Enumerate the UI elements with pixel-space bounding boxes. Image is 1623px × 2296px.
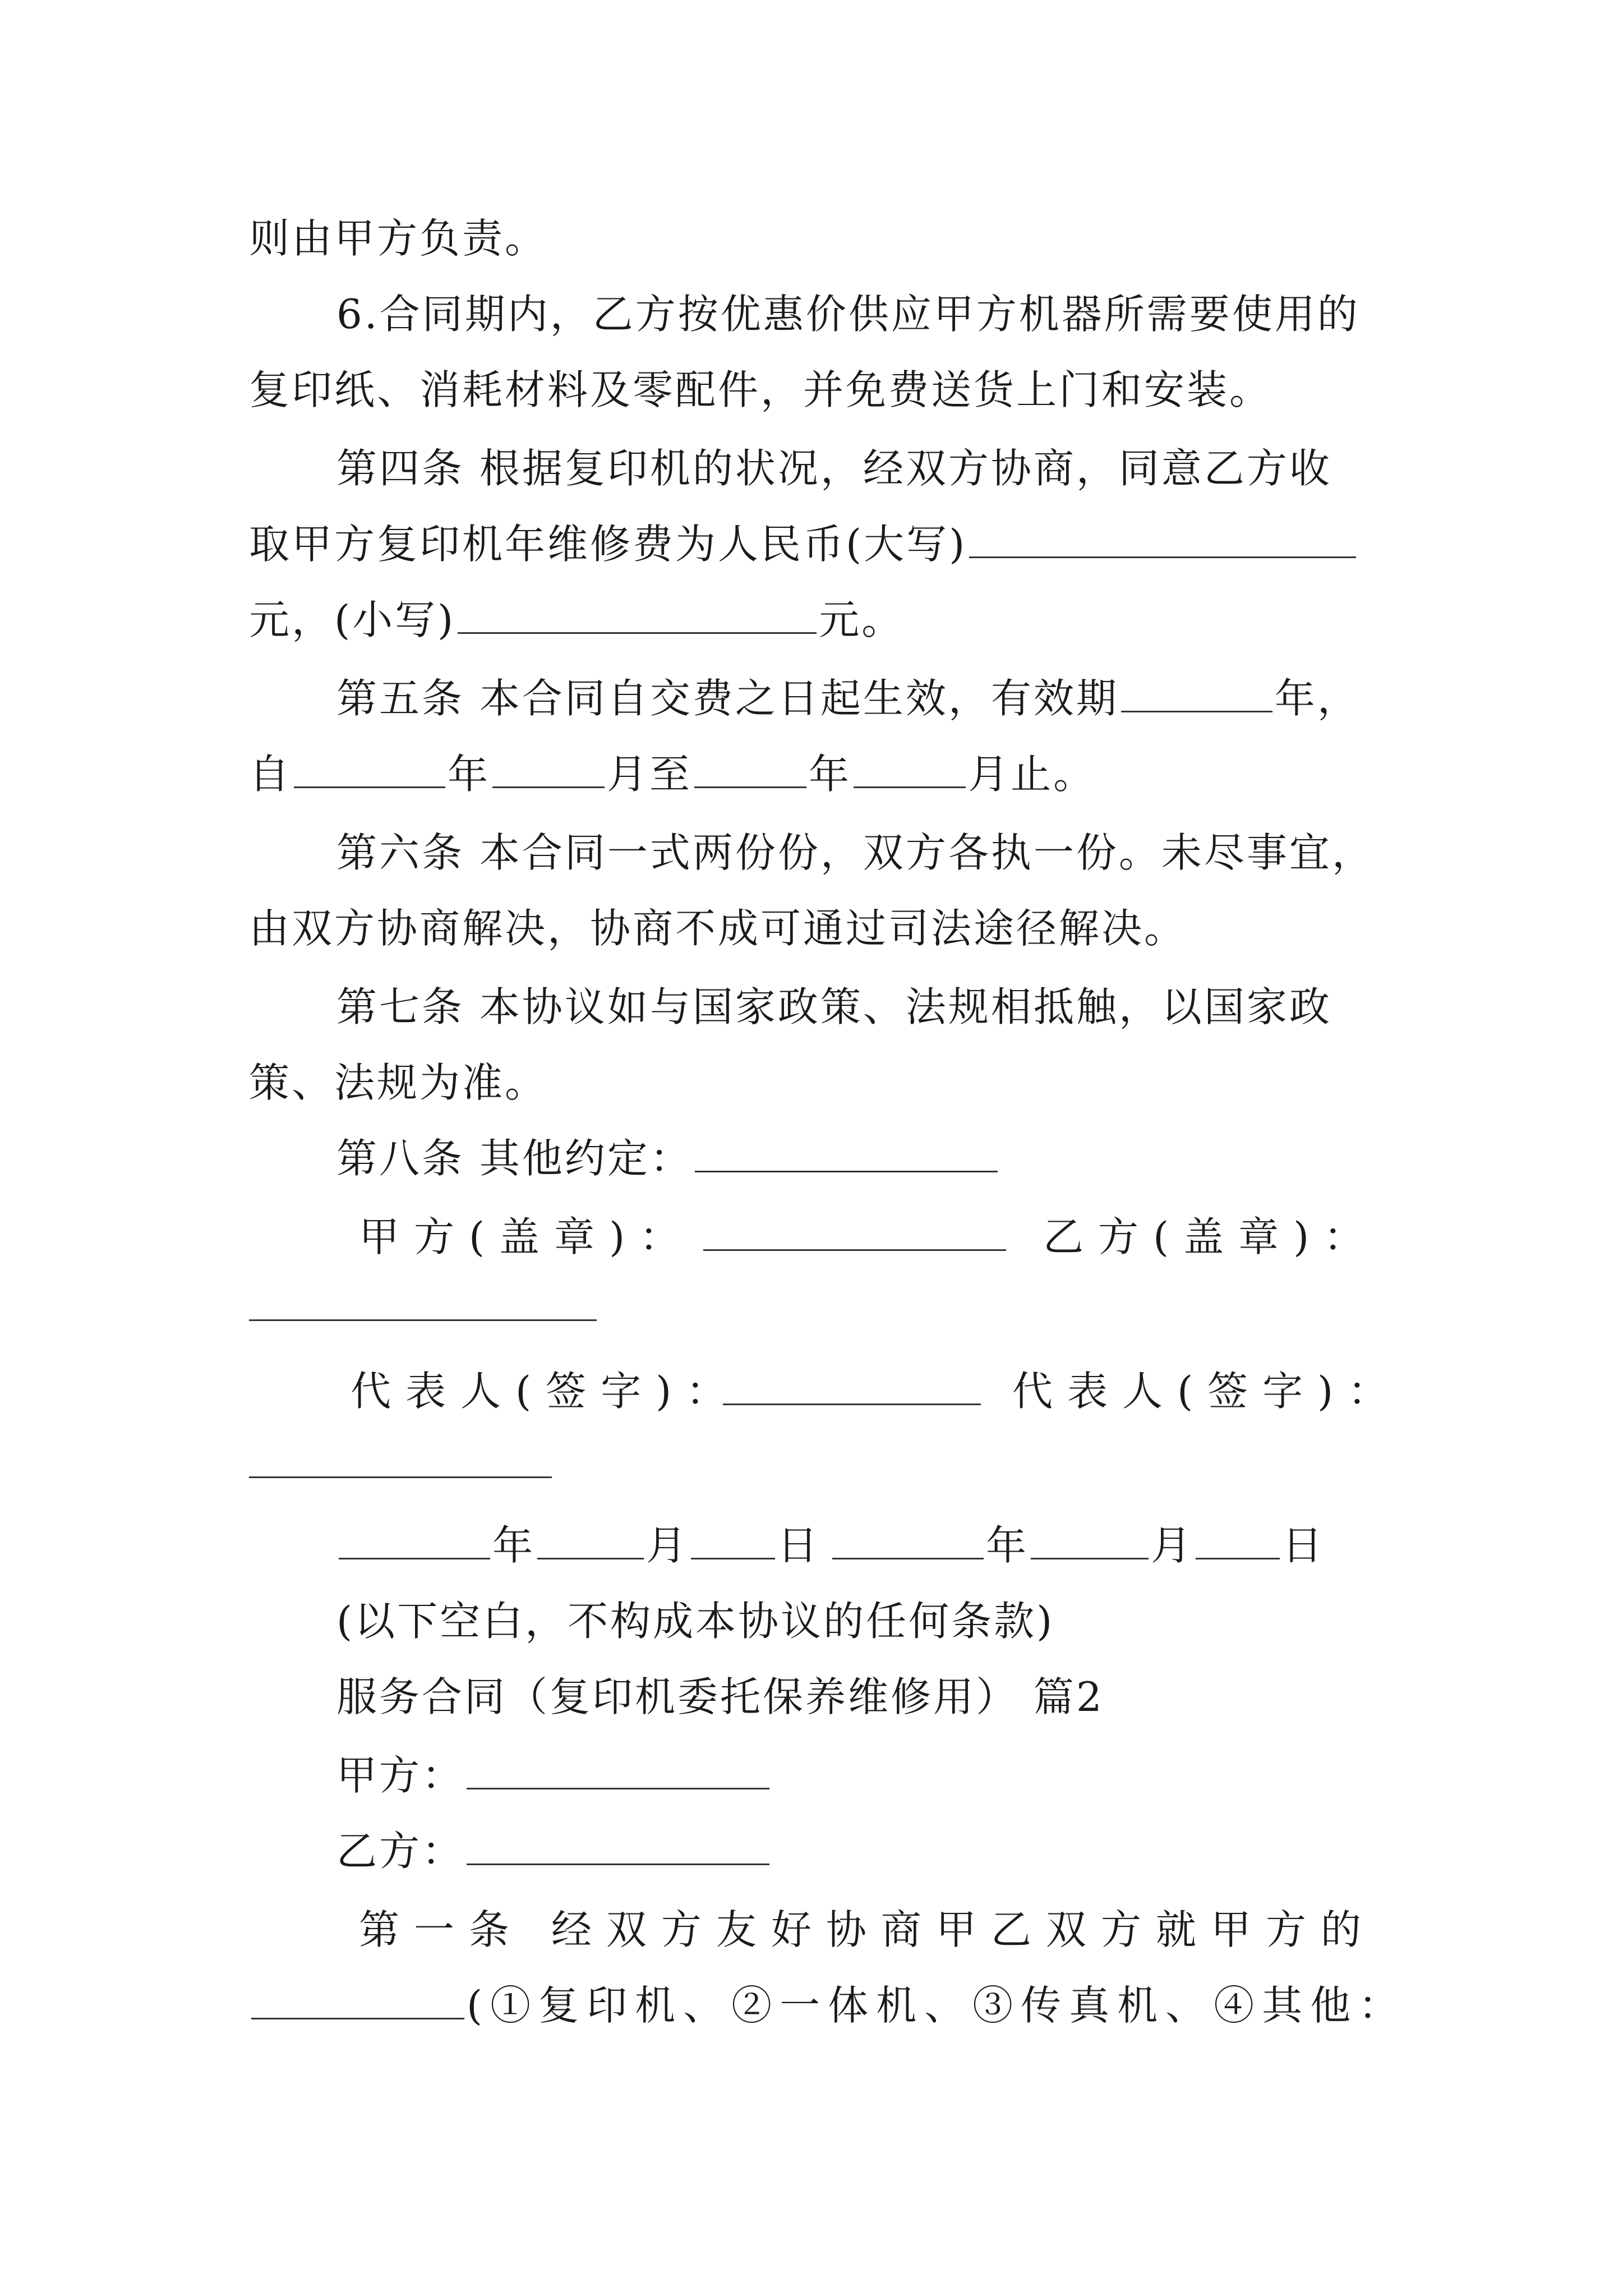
text-span: 年	[986, 1522, 1029, 1569]
fill-blank[interactable]	[339, 1522, 490, 1559]
signature-line	[249, 1476, 552, 1478]
party-a-seal-label	[359, 1206, 694, 1268]
fill-blank[interactable]	[854, 751, 966, 788]
signature-line	[701, 1206, 1008, 1268]
text-span: 代表人(签字)：	[1012, 1368, 1403, 1415]
date-line	[830, 1515, 1325, 1576]
text-line: 由双方协商解决，协商不成可通过司法途径解决。	[249, 905, 1187, 952]
section-title: 服务合同（复印机委托保养维修用） 篇2	[336, 1673, 1104, 1720]
text-line: 复印纸、消耗材料及零配件，并免费送货上门和安装。	[249, 366, 1272, 413]
text-span: 年	[809, 751, 852, 798]
text-span: 乙方：	[336, 1828, 465, 1875]
text-line: 策、法规为准。	[249, 1059, 548, 1106]
text-span: 月止。	[968, 751, 1096, 798]
text-span: 元。	[819, 596, 905, 643]
party-a-line	[336, 1745, 772, 1806]
fill-blank[interactable]	[467, 1752, 769, 1789]
fill-blank[interactable]	[467, 1828, 769, 1865]
text-span: 乙方(盖章)：	[1043, 1213, 1379, 1260]
signature-line	[721, 1360, 983, 1422]
fill-blank[interactable]	[492, 751, 605, 788]
signature-line	[249, 1319, 597, 1321]
party-b-rep-label	[1012, 1360, 1403, 1422]
article-6: 第六条 本合同一式两份份，双方各执一份。未尽事宜，	[336, 829, 1375, 876]
text-span: 年，	[1274, 675, 1360, 722]
date-line	[336, 1515, 820, 1576]
text-line: 则由甲方负责。	[249, 215, 548, 262]
text-span: 第五条 本合同自交费之日起生效，有效期	[336, 675, 1119, 722]
text-span: 代表人(签字)：	[351, 1368, 741, 1415]
text-span: 甲方：	[336, 1752, 465, 1799]
blank-notice: (以下空白，不构成本协议的任何条款)	[336, 1598, 1055, 1645]
fill-blank[interactable]	[294, 751, 445, 788]
text-span: 年	[492, 1522, 536, 1569]
text-span: 年	[448, 751, 491, 798]
party-b-seal-label	[1043, 1206, 1378, 1268]
fill-blank[interactable]	[537, 1522, 644, 1559]
text-line	[249, 743, 1096, 805]
clause-6: 6.合同期内，乙方按优惠价供应甲方机器所需要使用的	[336, 291, 1360, 338]
fill-blank[interactable]	[694, 751, 806, 788]
fill-blank[interactable]	[458, 596, 817, 634]
text-span: 日	[777, 1522, 820, 1569]
article-7: 第七条 本协议如与国家政策、法规相抵触，以国家政	[336, 983, 1332, 1030]
text-span: 月	[646, 1522, 689, 1569]
article-4: 第四条 根据复印机的状况，经双方协商，同意乙方收	[336, 445, 1332, 492]
fill-blank[interactable]	[703, 1213, 1006, 1251]
fill-blank[interactable]	[251, 1982, 464, 2019]
text-span: 取甲方复印机年维修费为人民币(大写)	[249, 521, 967, 568]
text-span: (①复印机、②一体机、③传真机、④其他：	[467, 1982, 1407, 2029]
text-line	[249, 1975, 1407, 2036]
fill-blank[interactable]	[695, 1135, 998, 1172]
text-span: 月至	[607, 751, 693, 798]
fill-blank[interactable]	[723, 1368, 981, 1405]
article-1	[359, 1899, 1376, 1961]
text-span: 元，(小写)	[249, 596, 456, 643]
text-span: 月	[1151, 1522, 1194, 1569]
fill-blank[interactable]	[969, 521, 1356, 558]
party-b-line	[336, 1820, 772, 1882]
text-span: 甲方(盖章)：	[359, 1213, 695, 1260]
article-8	[336, 1128, 1000, 1189]
fill-blank[interactable]	[832, 1522, 984, 1559]
article-5	[336, 668, 1360, 729]
text-span: 第八条 其他约定：	[336, 1135, 693, 1182]
text-span: 第一条 经双方友好协商甲乙双方就甲方的	[359, 1906, 1376, 1953]
text-line	[249, 589, 904, 651]
text-line	[249, 513, 1358, 575]
fill-blank[interactable]	[1031, 1522, 1149, 1559]
party-a-rep-label	[351, 1360, 741, 1422]
fill-blank[interactable]	[1121, 675, 1272, 712]
fill-blank[interactable]	[691, 1522, 775, 1559]
text-span: 自	[249, 751, 292, 798]
text-span: 日	[1282, 1522, 1325, 1569]
fill-blank[interactable]	[1196, 1522, 1280, 1559]
